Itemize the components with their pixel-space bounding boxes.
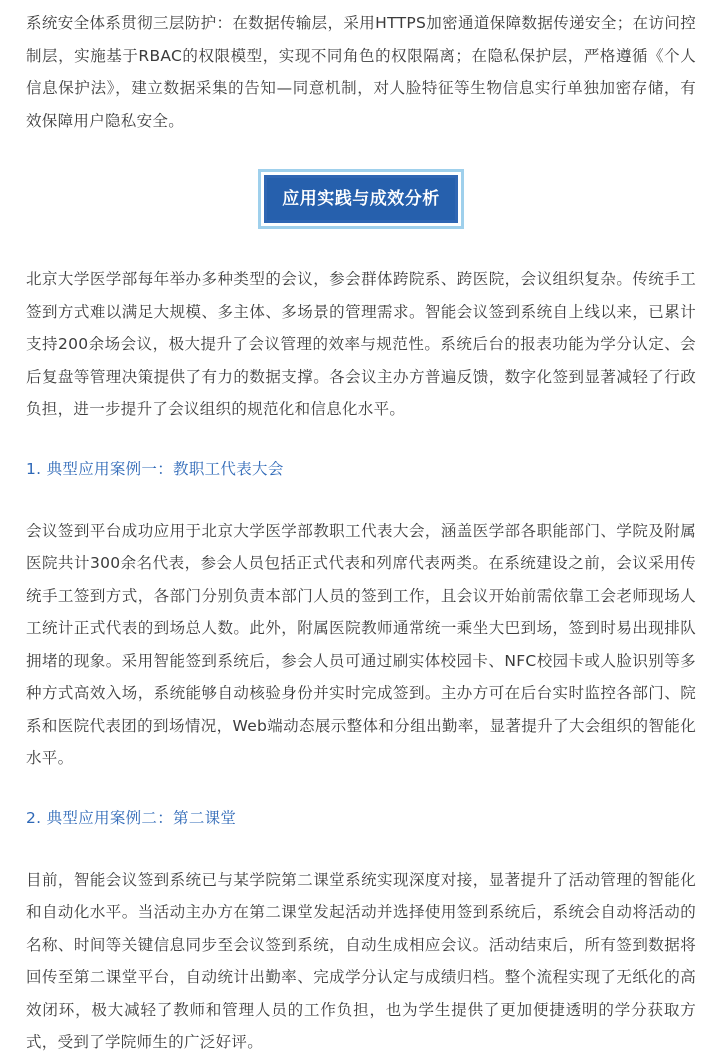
- section-title-wrap: [26, 175, 696, 223]
- case-2-paragraph: 目前，智能会议签到系统已与某学院第二课堂系统实现深度对接，显著提升了活动管理的智能化和自动化水平。当活动主办方在第二课堂发起活动并选择使用签到系统后，系统会自动将活动的名称、时间等关键信息同步至会议签到系统，自动生成相应会议。活动结束后，所有签到数据将回传至第二课堂平台，自动统计出勤率、完成学分认定与成绩归档。整个流程实现了无纸化的高效闭环，极大减轻了教师和管理人员的工作负担，也为学生提供了更加便捷透明的学分获取方式，受到了学院师生的广泛好评。: [26, 870, 696, 1051]
- section-title: 应用实践与成效分析: [264, 175, 458, 223]
- section-summary-paragraph: 北京大学医学部每年举办多种类型的会议，参会群体跨院系、跨医院，会议组织复杂。传统手工签到方式难以满足大规模、多主体、多场景的管理需求。智能会议签到系统自上线以来，已累计支持200余场会议，极大提升了会议管理的效率与规范性。系统后台的报表功能为学分认定、会后复盘等管理决策提供了有力的数据支撑。各会议主办方普遍反馈，数字化签到显著减轻了行政负担，进一步提升了会议组织的规范化和信息化水平。: [26, 270, 696, 418]
- case-2-heading: 2. 典型应用案例二：第二课堂: [26, 808, 237, 827]
- article-body: [26, 0, 696, 1059]
- case-1-heading: 1. 典型应用案例一：教职工代表大会: [26, 459, 284, 478]
- case-1-paragraph: 会议签到平台成功应用于北京大学医学部教职工代表大会，涵盖医学部各职能部门、学院及附属医院共计300余名代表，参会人员包括正式代表和列席代表两类。在系统建设之前，会议采用传统手工签到方式，各部门分别负责本部门人员的签到工作，且会议开始前需依靠工会老师现场人工统计正式代表的到场总人数。此外，附属医院教师通常统一乘坐大巴到场，签到时易出现排队拥堵的现象。采用智能签到系统后，参会人员可通过刷实体校园卡、NFC校园卡或人脸识别等多种方式高效入场，系统能够自动核验身份并实时完成签到。主办方可在后台实时监控各部门、院系和医院代表团的到场情况，Web端动态展示整体和分组出勤率，显著提升了大会组织的智能化水平。: [26, 521, 696, 767]
- intro-paragraph: 系统安全体系贯彻三层防护：在数据传输层，采用HTTPS加密通道保障数据传递安全；在访问控制层，实施基于RBAC的权限模型，实现不同角色的权限隔离；在隐私保护层，严格遵循《个人信息保护法》，建立数据采集的告知—同意机制，对人脸特征等生物信息实行单独加密存储，有效保障用户隐私安全。: [26, 14, 696, 130]
